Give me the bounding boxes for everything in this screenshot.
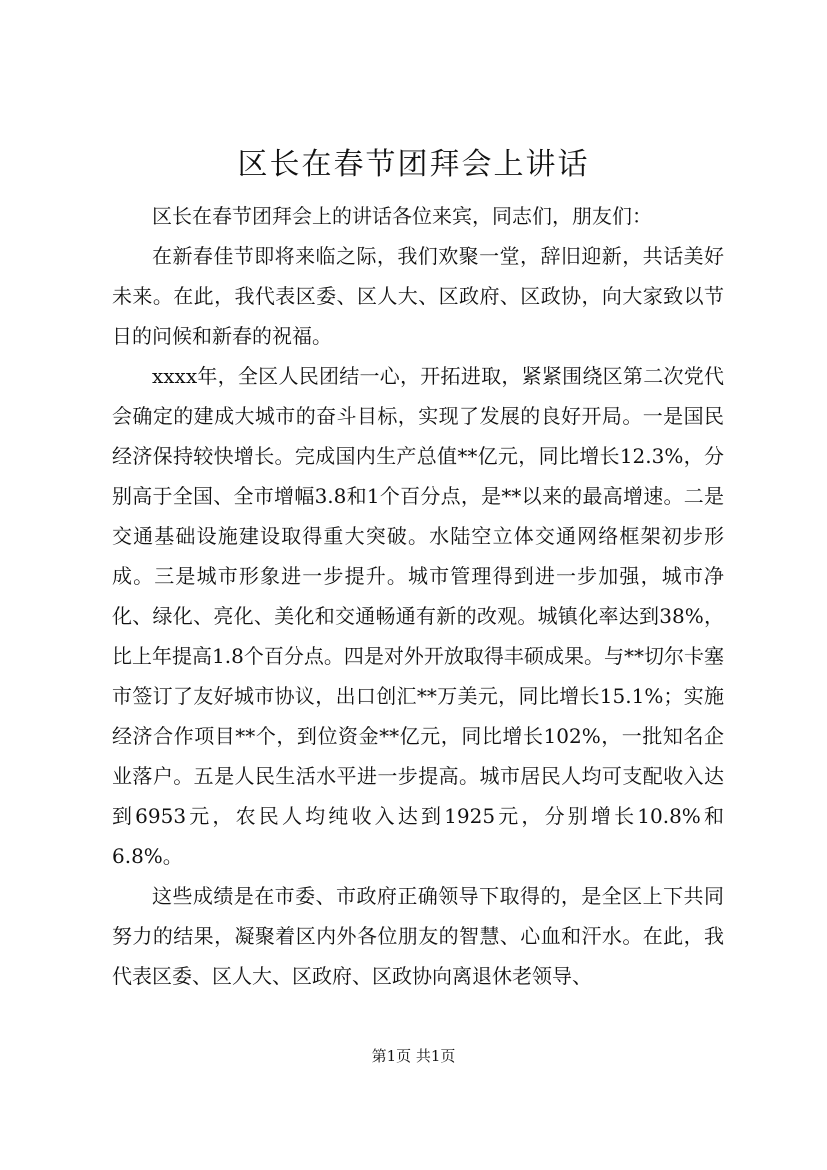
paragraph-opening: 在新春佳节即将来临之际，我们欢聚一堂，辞旧迎新，共话美好未来。在此，我代表区委、区人大、区政府、区政协，向大家致以节日的问候和新春的祝福。 [112, 244, 724, 348]
document-body [112, 196, 724, 996]
paragraph-thanks: 这些成绩是在市委、市政府正确领导下取得的，是全区上下共同努力的结果，凝聚着区内外各位朋友的智慧、心血和汗水。在此，我代表区委、区人大、区政府、区政协向离退休老领导、 [112, 884, 724, 988]
paragraph-achievements: xxxx年，全区人民团结一心，开拓进取，紧紧围绕区第二次党代会确定的建成大城市的奋斗目标，实现了发展的良好开局。一是国民经济保持较快增长。完成国内生产总值**亿元，同比增长12.3%，分别高于全国、全市增幅3.8和1个百分点，是**以来的最高增速。二是交通基础设施建设取得重大突破。水陆空立体交通网络框架初步形成。三是城市形象进一步提升。城市管理得到进一步加强，城市净化、绿化、亮化、美化和交通畅通有新的改观。城镇化率达到38%，比上年提高1.8个百分点。四是对外开放取得丰硕成果。与**切尔卡塞市签订了友好城市协议，出口创汇**万美元，同比增长15.1%；实施经济合作项目**个，到位资金**亿元，同比增长102%，一批知名企业落户。五是人民生活水平进一步提高。城市居民人均可支配收入达到6953元，农民人均纯收入达到1925元，分别增长10.8%和6.8%。 [112, 364, 724, 868]
paragraph-greeting: 区长在春节团拜会上的讲话各位来宾，同志们，朋友们： [152, 204, 652, 228]
page-footer: 第1页 共1页 [371, 1047, 456, 1065]
document-title: 区长在春节团拜会上讲话 [237, 147, 590, 182]
